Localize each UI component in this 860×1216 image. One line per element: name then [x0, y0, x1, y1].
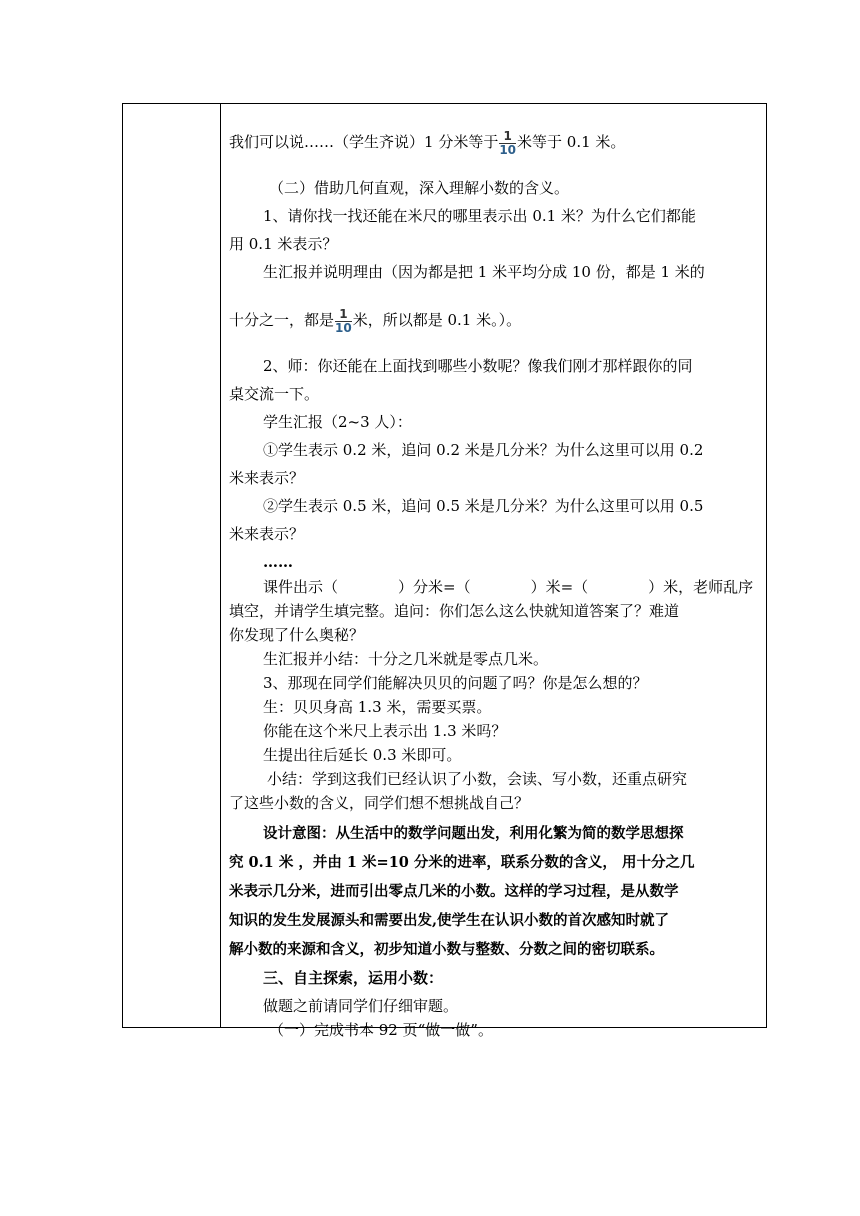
paragraph-decimeter-equals: [229, 129, 761, 157]
paragraph-line: 桌交流一下。: [229, 385, 320, 403]
design-intent-line: 米表示几分米，进而引出零点几米的小数。这样的学习过程，是从数学: [229, 883, 679, 900]
text: 课件出示（: [263, 578, 339, 596]
text: ）米，老师乱序: [648, 578, 754, 596]
fraction-one-tenth: [335, 308, 352, 335]
fraction-numerator: 1: [499, 130, 516, 144]
fraction-one-tenth: [499, 130, 516, 157]
design-intent-line: 设计意图：从生活中的数学问题出发，利用化繁为简的数学思想探: [263, 825, 684, 842]
text: 米等于 0.1 米。: [517, 133, 626, 151]
section-heading-2: （二）借助几何直观，深入理解小数的含义。: [269, 179, 570, 197]
paragraph-line: 学生汇报（2~3 人）：: [263, 413, 412, 431]
paragraph-line: 生：贝贝身高 1.3 米，需要买票。: [263, 698, 492, 716]
fraction-denominator: 10: [335, 320, 352, 335]
paragraph-one-tenth: [229, 307, 761, 335]
paragraph-line: 3、那现在同学们能解决贝贝的问题了吗？你是怎么想的？: [263, 674, 648, 692]
paragraph-line: 你能在这个米尺上表示出 1.3 米吗？: [263, 722, 507, 740]
paragraph-line: 你发现了什么奥秘？: [229, 626, 365, 644]
paragraph-line: 1、请你找一找还能在米尺的哪里表示出 0.1 米？为什么它们都能: [263, 207, 696, 225]
text: ）分米=（: [398, 578, 471, 596]
design-intent-line: 解小数的来源和含义，初步知道小数与整数、分数之间的密切联系。: [229, 941, 664, 958]
paragraph-line: 米来表示？: [229, 525, 305, 543]
paragraph-summary: 小结：学到这我们已经认识了小数，会读、写小数，还重点研究: [267, 770, 688, 788]
paragraph-line: 2、师：你还能在上面找到哪些小数呢？像我们刚才那样跟你的同: [263, 357, 693, 375]
paragraph-line: 生汇报并小结：十分之几米就是零点几米。: [263, 650, 549, 668]
design-intent-line: 知识的发生发展源头和需要出发,使学生在认识小数的首次感知时就了: [229, 912, 670, 929]
paragraph-fill-blanks: [263, 575, 795, 599]
fraction-numerator: 1: [335, 308, 352, 322]
paragraph-line: 了这些小数的含义，同学们想不想挑战自己？: [229, 794, 530, 812]
fraction-denominator: 10: [499, 142, 517, 157]
table-column-divider: [220, 103, 221, 1028]
text: 我们可以说……（学生齐说）1 分米等于: [229, 133, 499, 151]
paragraph-line: （一）完成书本 92 页“做一做”。: [269, 1021, 493, 1039]
text: 十分之一，都是: [229, 311, 335, 329]
paragraph-line: 米来表示？: [229, 469, 305, 487]
paragraph-line: ①学生表示 0.2 米，追问 0.2 米是几分米？为什么这里可以用 0.2: [263, 441, 704, 459]
text: 米，所以都是 0.1 米。）。: [352, 311, 522, 329]
paragraph-line: 生汇报并说明理由（因为都是把 1 米平均分成 10 份，都是 1 米的: [263, 263, 705, 281]
design-intent-line: 究 0.1 米 ，并由 1 米=10 分米的进率，联系分数的含义， 用十分之几: [229, 854, 695, 871]
paragraph-line: 填空，并请学生填完整。追问：你们怎么这么快就知道答案了？难道: [229, 602, 680, 620]
text: ）米=（: [530, 578, 589, 596]
paragraph-line: 做题之前请同学们仔细审题。: [263, 997, 459, 1015]
ellipsis-line: ……: [263, 553, 293, 571]
section-heading-3: 三、自主探索，运用小数：: [263, 969, 444, 987]
paragraph-line: 生提出往后延长 0.3 米即可。: [263, 746, 462, 764]
paragraph-line: ②学生表示 0.5 米，追问 0.5 米是几分米？为什么这里可以用 0.5: [263, 497, 704, 515]
paragraph-line: 用 0.1 米表示？: [229, 235, 338, 253]
